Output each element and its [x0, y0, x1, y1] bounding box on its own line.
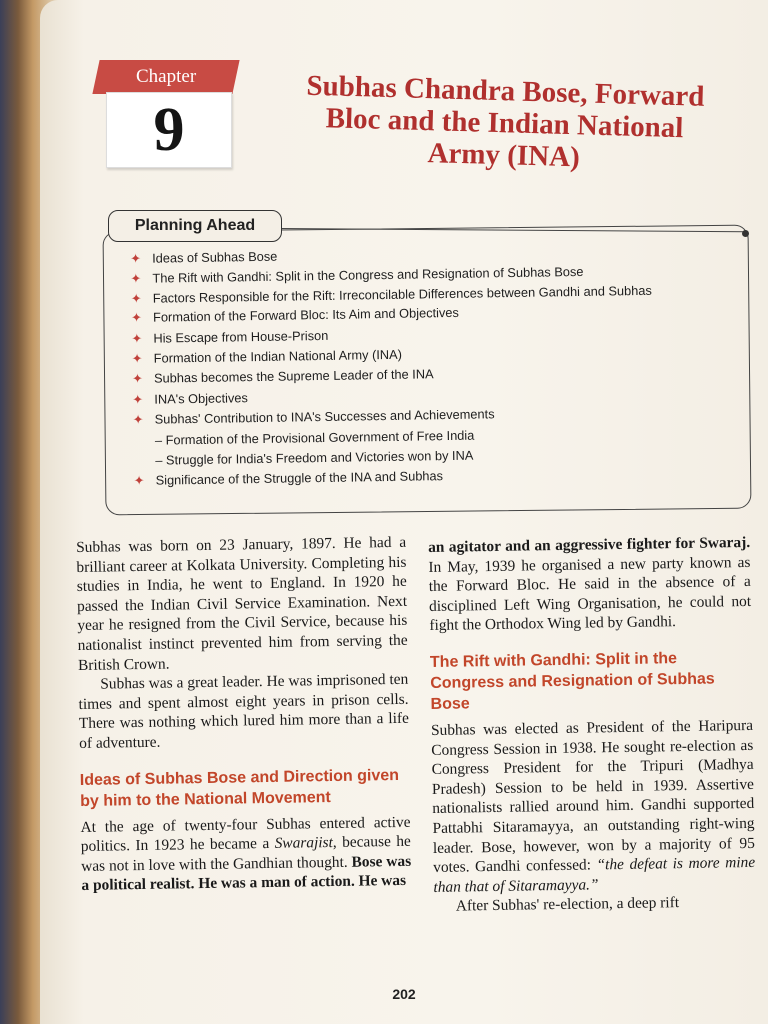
- chapter-title: [243, 68, 765, 178]
- chapter-tag: [92, 60, 239, 94]
- section-heading-rift: The Rift with Gandhi: Split in the Congress and Resignation of Subhas Bose: [429, 650, 715, 713]
- star-bullet-icon: ✦: [132, 411, 144, 428]
- star-bullet-icon: ✦: [130, 309, 143, 326]
- list-item: ✦ The Rift with Gandhi: Split in the Congress and Resignation of Subhas Bose: [130, 264, 584, 287]
- list-sub-item: – Formation of the Provisional Government of Free India: [154, 427, 475, 448]
- page-number: 202: [392, 986, 416, 1002]
- body-paragraph: Subhas was elected as President of the Haripura Congress Session in 1938. He sought re-election as Congress President for the Tripuri (Madhya Pradesh) Session to be held in 1939. Assertive nationalists rallied around him. Gandhi supported Pattabhi Sitaramayya, an outstanding right-wing leader. Bose, however, won by a majority of 95 votes. Gandhi confessed: “the defeat is more mine than that of Sitaramayya.”: [430, 716, 756, 896]
- body-paragraph: After Subhas' re-election, a deep rift: [455, 894, 680, 915]
- star-bullet-icon: ✦: [133, 473, 145, 489]
- chapter-number: 9: [153, 95, 185, 164]
- list-item: ✦ INA's Objectives: [132, 389, 248, 407]
- star-bullet-icon: ✦: [132, 391, 144, 407]
- body-paragraph: At the age of twenty-four Subhas entered active politics. In 1923 he became a Swarajist, because he was not in love with the Gandhian thought. Bose was a political realist. He was a man of action. He was: [80, 813, 412, 895]
- star-bullet-icon: ✦: [130, 271, 142, 287]
- list-item: ✦ Subhas' Contribution to INA's Successes and Achievements: [132, 406, 495, 428]
- chapter-number-box: [106, 92, 232, 168]
- list-item: ✦ Significance of the Struggle of the INA and Subhas: [133, 468, 444, 489]
- list-item: ✦ His Escape from House-Prison: [131, 327, 329, 346]
- planning-ahead-list: [130, 241, 734, 493]
- star-bullet-icon: ✦: [130, 290, 142, 306]
- body-paragraph: Subhas was born on 23 January, 1897. He had a brilliant career at Kolkata University. Completing his studies in India, he went to England. In 1920 he passed the Indian Civil Service Examination. Next year he resigned from the Civil Service, because his nationalist instinct prevented him from serving the British Crown.: [76, 533, 408, 674]
- body-paragraph: Subhas was a great leader. He was imprisoned ten times and spent almost eight years in prison cells. There was nothing which lured him more than a life of adventure.: [78, 670, 410, 752]
- list-item: ✦ Ideas of Subhas Bose: [130, 248, 278, 266]
- list-item: ✦ Formation of the Indian National Army (INA): [131, 346, 403, 366]
- chapter-label: Chapter: [135, 66, 197, 87]
- chapter-title-line: Subhas Chandra Bose, Forward: [306, 69, 705, 113]
- list-item: ✦ Subhas becomes the Supreme Leader of the INA: [131, 366, 434, 387]
- star-bullet-icon: ✦: [131, 330, 143, 346]
- list-item: ✦ Factors Responsible for the Rift: Irreconcilable Differences between Gandhi and Subhas: [130, 282, 652, 306]
- section-heading-ideas: Ideas of Subhas Bose and Direction given by him to the National Movement: [79, 766, 400, 810]
- planning-ahead-label: Planning Ahead: [108, 210, 282, 242]
- star-bullet-icon: ✦: [131, 371, 144, 387]
- chapter-title-line: Bloc and the Indian National: [325, 102, 684, 145]
- left-column: [76, 533, 412, 896]
- star-bullet-icon: ✦: [130, 250, 142, 266]
- planning-ahead-dot: [742, 230, 749, 237]
- list-sub-item: – Struggle for India's Freedom and Victories won by INA: [155, 447, 474, 468]
- right-column: [428, 533, 756, 917]
- star-bullet-icon: ✦: [131, 350, 143, 366]
- chapter-title-line: Army (INA): [427, 137, 581, 174]
- list-item: ✦ Formation of the Forward Bloc: Its Aim and Objectives: [130, 305, 459, 326]
- body-paragraph: an agitator and an aggressive fighter for Swaraj. In May, 1939 he organised a new party known as the Forward Bloc. He said in the absence of a disciplined Left Wing Organisation, he could not fight the Orthodox Wing led by Gandhi.: [428, 533, 752, 635]
